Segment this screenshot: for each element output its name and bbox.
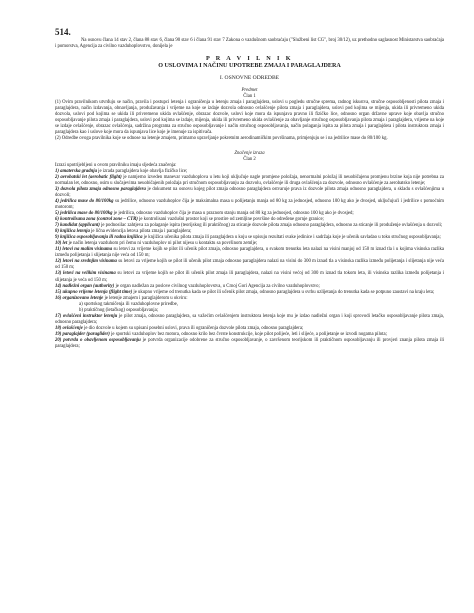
article-label: Član 1 bbox=[243, 94, 256, 100]
section-heading: I. OSNOVNE ODREDBE bbox=[219, 75, 280, 82]
definition-term: 3) dozvola pilota zmaja odnosno paraglajdera bbox=[55, 186, 146, 192]
definition-text: je knjižica učenika pilota zmaja ili paraglajdera u koju se upisuju rezultati svake jedinice i sadržaja koje je učenik savladao u toku stručnog osposobljavanja; bbox=[142, 235, 441, 241]
definition-term: 17) ovlašćeni instruktor letenju bbox=[55, 313, 118, 319]
article-caption: Značenje izraza bbox=[234, 150, 265, 156]
definition-sub-list bbox=[55, 302, 444, 314]
definition-list bbox=[55, 169, 444, 302]
definition-term: 15) ukupno vrijeme letenja (flight time) bbox=[55, 289, 133, 295]
definition-text: je lična evidencija letova pilota zmaja i paraglajdera; bbox=[89, 229, 192, 235]
definition-text: je dokument na osnovu kojeg pilot zmaja odnosno paraglajdera ostvaruje prava iz dozvole pilota zmaja odnosno paraglajdera, u skladu s ovlašćenjima u dozvoli; bbox=[55, 186, 444, 198]
definition-text: je kontrolisani vazdušni prostor koji se prostire od zemljine površine do određene gornje granice; bbox=[137, 217, 324, 223]
definition-text: je ukupno vrijeme od trenutka kada se pilot ili učenik pilot zmaja, odnosno paraglajdera u svrhu uzlijetanja do trenutka kada se potpuno zaustavi na kraju leta; bbox=[132, 289, 435, 295]
definition-sub-item: b) praktičnog (letačkog) osposobljavanja; bbox=[79, 307, 159, 313]
definition-text: je jedrilica, odnosno vazduhoplov čija je masa u praznom stanju manja od 80 kg za jednosjed, odnosno 100 kg ako je dvosjed; bbox=[112, 210, 354, 216]
definition-term: 16) organizovano letenje bbox=[55, 295, 104, 301]
definition-term: 5) jedrilica mase do 80/100kg bbox=[55, 210, 113, 216]
definition-term: 9) knjižica osposobljavanja ili radna knjižica bbox=[55, 235, 143, 241]
definition-text: je namjerno izveden manevar vazduhoplova u letu koji uključuje nagle promjene položaja, nenormalni položaj ili neuobičajenu promjenu brzine koja nije potrebna za normalan let, odnosno, osim u slučajevima neuobičajenih položaja pri stručnom osposobljavanju za dozvolu, ovlašćenje ili druga ovlašćenja za dozvole, odnosno ovlašćenje za aerobatsko letenje; bbox=[55, 174, 444, 186]
definition-term: 20) potvrda o obavljenom osposobljavanju bbox=[55, 337, 141, 343]
definition-item bbox=[55, 271, 444, 283]
definition-text: su letovi za vrijeme kojih se pilot ili učenik pilot zmaja odnosno paraglajdera nalazi na visini do 300 m iznad tla a visinska razlika između polijetanja i slijetanja nije veća od 150 m; bbox=[55, 259, 444, 271]
definition-term: 10) let bbox=[55, 241, 68, 247]
definition-term: 7) kandidat (applicant) bbox=[55, 223, 100, 229]
article-caption: Predmet bbox=[241, 88, 258, 94]
definition-term: 13) letovi na velikim visinama bbox=[55, 271, 116, 277]
definition-term: 8) knjižica letenja bbox=[55, 229, 90, 235]
definition-item bbox=[55, 314, 444, 326]
preamble: Na osnovu člana 14 stav 2, člana 88 stav 6, člana 90 stav 6 i člana 91 stav 7 Zakona o vazdušnom saobraćaju ("Službeni list CG", broj 30/12), uz prethodno saglasnost Ministarstva saobraćaja i pomorstva, Agencija za civilno vazduhoplovstvo, donijela je bbox=[55, 38, 444, 50]
definition-term: 11) letovi na malim visinama bbox=[55, 247, 113, 253]
definition-term: 18) ovlašćenje bbox=[55, 325, 83, 331]
definition-item bbox=[55, 338, 444, 350]
definition-text: je izrada paraglajdera koje obavlja fizičko lice; bbox=[96, 168, 188, 174]
definition-term: 6) kontrolisana zona (control zone – CTR) bbox=[55, 217, 138, 223]
definition-text: su jedrilice, odnosno vazduhoplov čija je maksimalna masa u polijetanju manja od 80 kg za jednosjed, odnosno 100 kg ako je dvosjed, uključujući i jedrilice s pomoćnim motorom; bbox=[55, 198, 444, 210]
article-label: Član 2 bbox=[243, 156, 256, 162]
document-title: P R A V I L N I K bbox=[206, 55, 293, 63]
document-subtitle: O USLOVIMA I NAČINU UPOTREBE ZMAJA I PARAGLAJDERA bbox=[158, 62, 341, 69]
definition-item bbox=[55, 247, 444, 259]
article-2-intro: Izrazi upotrijebljeni u ovom pravilniku imaju sljedeća značenja: bbox=[55, 162, 177, 168]
definition-sub-item: a) sportskog takmičenja ili vazduhoplovne priredbe, bbox=[79, 301, 178, 307]
definition-term: 1) amaterska gradnja bbox=[55, 168, 97, 174]
definition-item bbox=[55, 175, 444, 187]
definition-text: je organ nadležan za poslove civilnog vazduhoplovstva, u Crnoj Gori Agencija za civilno vazduhoplovstvo; bbox=[114, 283, 320, 289]
definition-text: je pilot zmaja, odnosno paraglajdera, sa važećim ovlašćenjem instruktora letenja koje mu je izdao nadležni organ i koji sprovodi letačko osposobljavanje pilota zmaja, odnosno paraglajdera; bbox=[55, 313, 444, 325]
definition-text: je podnosilac zahtjeva za polaganje ispita (teorijskog ili praktičnog) za sticanje dozvole pilota zmaja odnosno paraglajdera, odnosno za sticanje ili produženje ovlašćenja u dozvoli; bbox=[99, 223, 443, 229]
definition-text: su letovi za vrijeme kojih se pilot ili učenik pilot zmaja, odnosno paraglajdera, u svakom trenutku leta nalazi na visini manjoj od 150 m iznad tla i u kojima visinska razlika između polijetanja i slijetanja nije veća od 150 m; bbox=[55, 247, 444, 259]
definition-text: je letenje zmajem i paraglajderom u okviru: bbox=[103, 295, 188, 301]
definition-text: je način letenja vazduhom pri čemu ni vazduhoplov ni pilot nijesu u kontaktu sa površinom zemlje; bbox=[67, 241, 258, 247]
definition-text: je sportski vazduhoplov bez motora, odnosno krilo bez čvrste konstrukcije, koje pilot polijeće, leti i slijeće, a polijetanje se izvodi nogama pilota; bbox=[109, 331, 387, 337]
definition-term: 12) letovi na srednjim visinama bbox=[55, 259, 117, 265]
article-1-paragraph-2: (2) Odredbe ovoga pravilnika koje se odnose na letenje zmajem, primarno upravljanje pokretnim aerodinamičkim površinama, primjenjuju se i na jedrilice mase do 80/100 kg. bbox=[55, 136, 388, 142]
definition-term: 19) paraglajder (paraglider) bbox=[55, 331, 110, 337]
definition-term: 4) jedrilica mase do 80/100kg bbox=[55, 198, 114, 204]
definition-text: je dio dozvole u kojem su upisani posebni uslovi, prava ili ograničenja dozvole pilota zmaja, odnosno paraglajdera; bbox=[82, 325, 304, 331]
definition-item bbox=[55, 187, 444, 199]
definition-text: je potvrda organizacije odobrene za stručno osposobljavanje, o završenom teorijskom ili praktičnom osposobljavanju ili provjeri znanja pilota zmaja ili paraglajdera; bbox=[55, 337, 444, 350]
definition-list bbox=[55, 314, 444, 350]
article-1-paragraph-1: (1) Ovim pravilnikom utvrđuju se način, pravila i postupci letenja i ograničenja u letenju zmaja i paraglajdera, uslovi u pogledu stručne sprema, radnog iskustva, stručne osposobljenosti pilota zmaja i paraglajdera, način izdavanja, obnavljanja, produžavanja i vrijeme na koje se izdaje dozvola odnosno ovlašćenje pilota zmaja i paraglajdera, uslovi pod kojima se mijenja, ukida ili privremeno ukida dozvola, uslovi pod kojima se ukida ili privremeno ukida ovlašćenje, obrazac dozvole, uslovi koje mora da ispunjava pravno ili fizičko lice, odnosno organ državne uprave koje obavlja stručno osposobljavanje pilota zmaja i paraglajdera, uslovi pod kojima se izdaje, mijenja, ukida ili privremeno ukida ovlašćenje za obavljanje stručnog osposobljavanja pilota zmaja i paraglajdera, vrijeme na koje se izdaje ovlašćenje, obrazac ovlašćenja, sadržina programa za stručno osposobljavanje i način stručnog osposobljavanja, način polaganja ispita za pilota zmaja i paraglajdera i pilota instruktora zmaja i paraglajdera kao i uslove koje mora da ispunjava lice koje je imenuje za ispitivača. bbox=[55, 100, 444, 136]
definition-item bbox=[55, 259, 444, 271]
definition-text: su letovi za vrijeme kojih se pilot ili učenik pilot zmaja ili paraglajdera, nalazi na visini većoj od 300 m iznad tla tokom leta, ili visinska razlika između polijetanja i slijetanja je veća od 150 m; bbox=[55, 271, 444, 283]
definition-term: 2) aerobatski let (aerobatic flight) bbox=[55, 174, 122, 180]
definition-term: 14) nadležni organ (authority) bbox=[55, 283, 115, 289]
definition-item bbox=[55, 199, 444, 211]
document-number: 514. bbox=[55, 27, 71, 37]
